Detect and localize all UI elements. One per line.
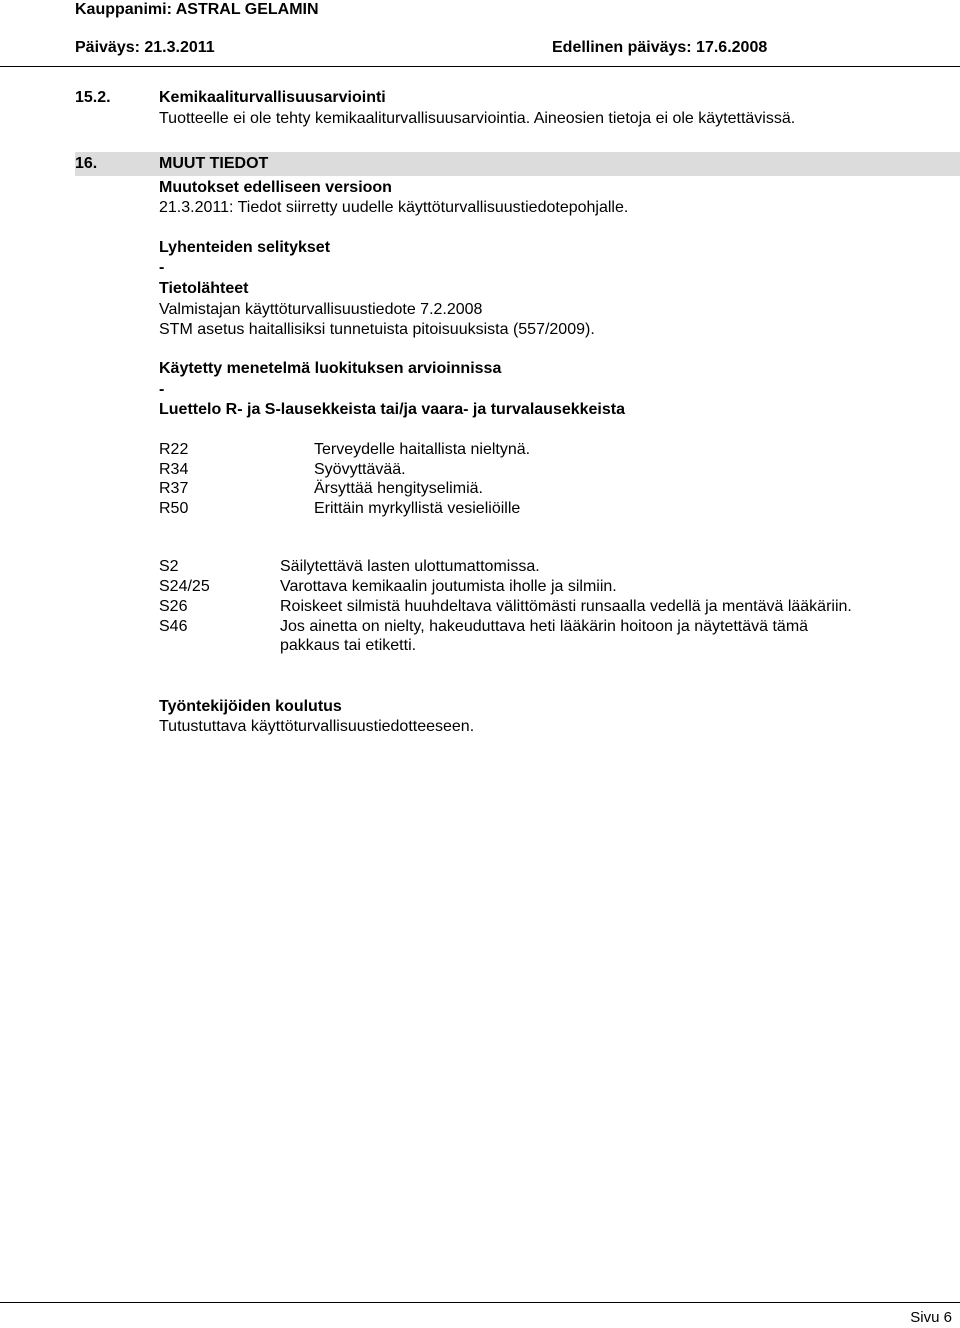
- sources-heading: Tietolähteet: [159, 280, 249, 297]
- r-phrase-code: R22: [159, 441, 189, 458]
- method-heading: Käytetty menetelmä luokituksen arvioinnissa: [159, 360, 502, 377]
- r-phrase-text: Erittäin myrkyllistä vesieliöille: [314, 500, 521, 517]
- phrases-heading: Luettelo R- ja S-lausekkeista tai/ja vaara- ja turvalausekkeista: [159, 401, 625, 418]
- s-phrase-code: S2: [159, 558, 179, 575]
- s-phrase-code: S46: [159, 618, 188, 635]
- r-phrase-code: R37: [159, 480, 189, 497]
- footer-divider: [0, 1302, 960, 1303]
- header-divider: [0, 66, 960, 67]
- s-phrase-text: Varottava kemikaalin joutumista iholle ja silmiin.: [280, 578, 617, 595]
- s-phrase-code: S24/25: [159, 578, 210, 595]
- section-16-title: MUUT TIEDOT: [159, 155, 269, 172]
- changes-heading: Muutokset edelliseen versioon: [159, 179, 392, 196]
- abbreviations-dash: -: [159, 259, 165, 276]
- section-15-2-title: Kemikaaliturvallisuusarviointi: [159, 89, 386, 106]
- r-phrase-code: R34: [159, 461, 189, 478]
- training-heading: Työntekijöiden koulutus: [159, 698, 342, 715]
- training-text: Tutustuttava käyttöturvallisuustiedotteeseen.: [159, 718, 475, 735]
- abbreviations-heading: Lyhenteiden selitykset: [159, 239, 331, 256]
- s-phrase-text: Roiskeet silmistä huuhdeltava välittömästi runsaalla vedellä ja mentävä lääkäriin.: [280, 598, 852, 615]
- r-phrase-code: R50: [159, 500, 189, 517]
- s-phrase-text: Jos ainetta on nielty, hakeuduttava heti lääkärin hoitoon ja näytettävä tämä: [280, 618, 809, 635]
- section-16-number: 16.: [75, 155, 98, 172]
- r-phrase-text: Syövyttävää.: [314, 461, 406, 478]
- page-number: Sivu 6: [910, 1309, 952, 1326]
- r-phrase-text: Ärsyttää hengityselimiä.: [314, 480, 483, 497]
- previous-date: Edellinen päiväys: 17.6.2008: [552, 39, 768, 56]
- r-phrase-text: Terveydelle haitallista nieltynä.: [314, 441, 531, 458]
- s-phrase-code: S26: [159, 598, 188, 615]
- section-15-2-text: Tuotteelle ei ole tehty kemikaaliturvallisuusarviointia. Aineosien tietoja ei ole käytettävissä.: [159, 110, 796, 127]
- source-item: Valmistajan käyttöturvallisuustiedote 7.2.2008: [159, 301, 483, 318]
- method-dash: -: [159, 381, 165, 398]
- s-phrase-text: Säilytettävä lasten ulottumattomissa.: [280, 558, 540, 575]
- document-date: Päiväys: 21.3.2011: [75, 39, 215, 56]
- s-phrase-text-continuation: pakkaus tai etiketti.: [280, 637, 417, 654]
- company-name: Kauppanimi: ASTRAL GELAMIN: [75, 1, 319, 18]
- changes-text: 21.3.2011: Tiedot siirretty uudelle käyttöturvallisuustiedotepohjalle.: [159, 199, 629, 216]
- source-item: STM asetus haitallisiksi tunnetuista pitoisuuksista (557/2009).: [159, 321, 595, 338]
- section-15-2-number: 15.2.: [75, 89, 111, 106]
